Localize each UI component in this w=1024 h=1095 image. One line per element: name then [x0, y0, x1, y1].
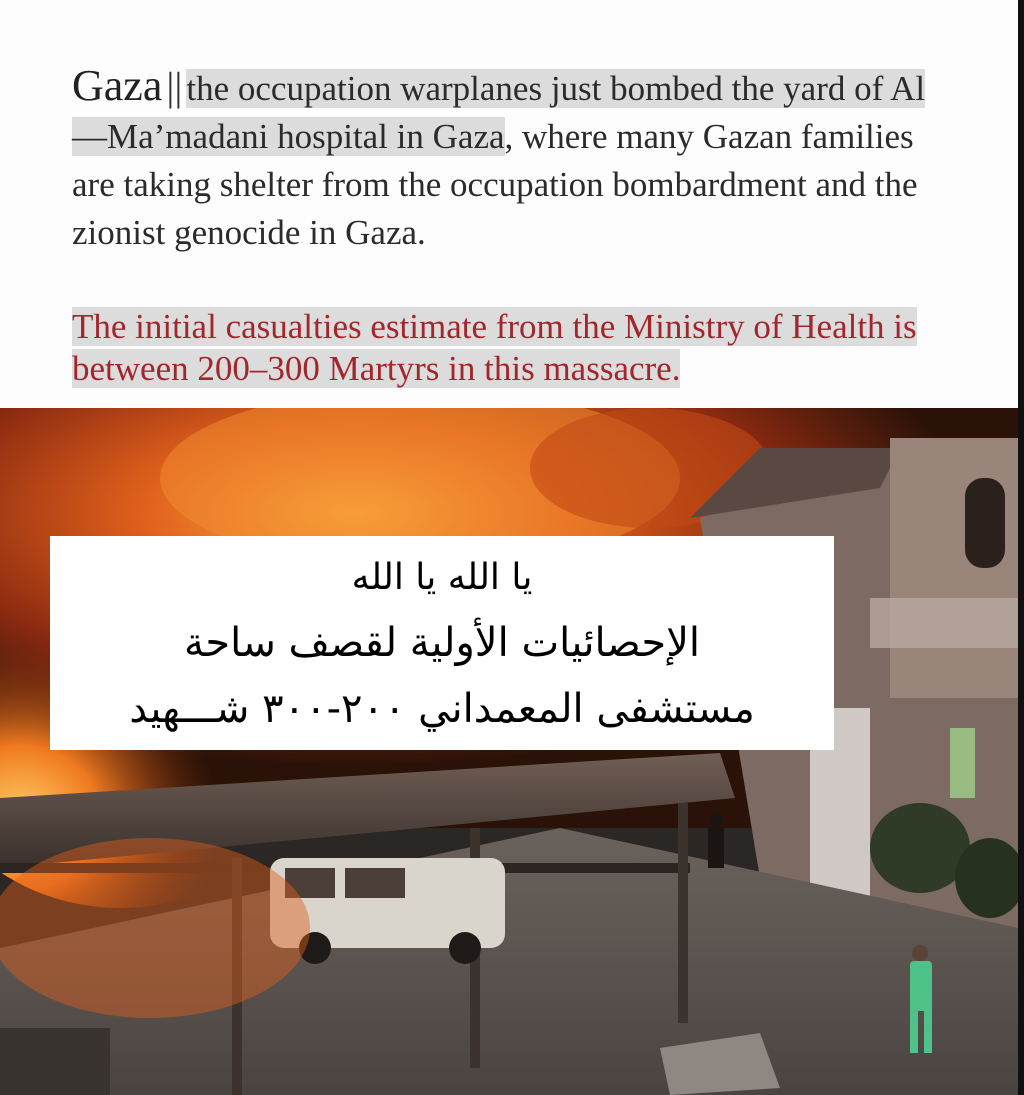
photo-illustration	[0, 408, 1018, 1095]
hospital-fire-photo	[0, 408, 1018, 1095]
heading-gaza: Gaza	[72, 61, 163, 110]
highlighted-sentence: the occupation warplanes just bombed the yard of Al—Ma’madani hospital in Gaza	[72, 69, 926, 156]
separator-bars: ||	[166, 64, 183, 109]
shrub	[870, 803, 970, 893]
casualties-paragraph	[72, 306, 952, 390]
lit-window	[950, 728, 975, 798]
arabic-line-1: يا الله يا الله	[351, 557, 533, 598]
arabic-line-3: مستشفى المعمداني ٢٠٠-٣٠٠ شـــهيد	[129, 686, 755, 732]
paragraph-rest: , where many Gazan families are taking shelter from the occupation bombardment and the zionist genocide in Gaza.	[72, 117, 918, 252]
text-panel	[0, 0, 1018, 408]
post-paragraph-main	[72, 62, 952, 257]
fire-under-canopy	[0, 838, 310, 1018]
person-silhouette	[708, 813, 724, 868]
window-arch	[965, 478, 1005, 568]
arabic-caption-box	[50, 536, 834, 750]
balcony	[870, 598, 1018, 648]
arabic-line-2: الإحصائيات الأولية لقصف ساحة	[183, 620, 701, 666]
casualties-text: The initial casualties estimate from the Ministry of Health is between 200–300 Martyrs in this massacre.	[72, 307, 917, 388]
right-border	[1018, 0, 1024, 1095]
